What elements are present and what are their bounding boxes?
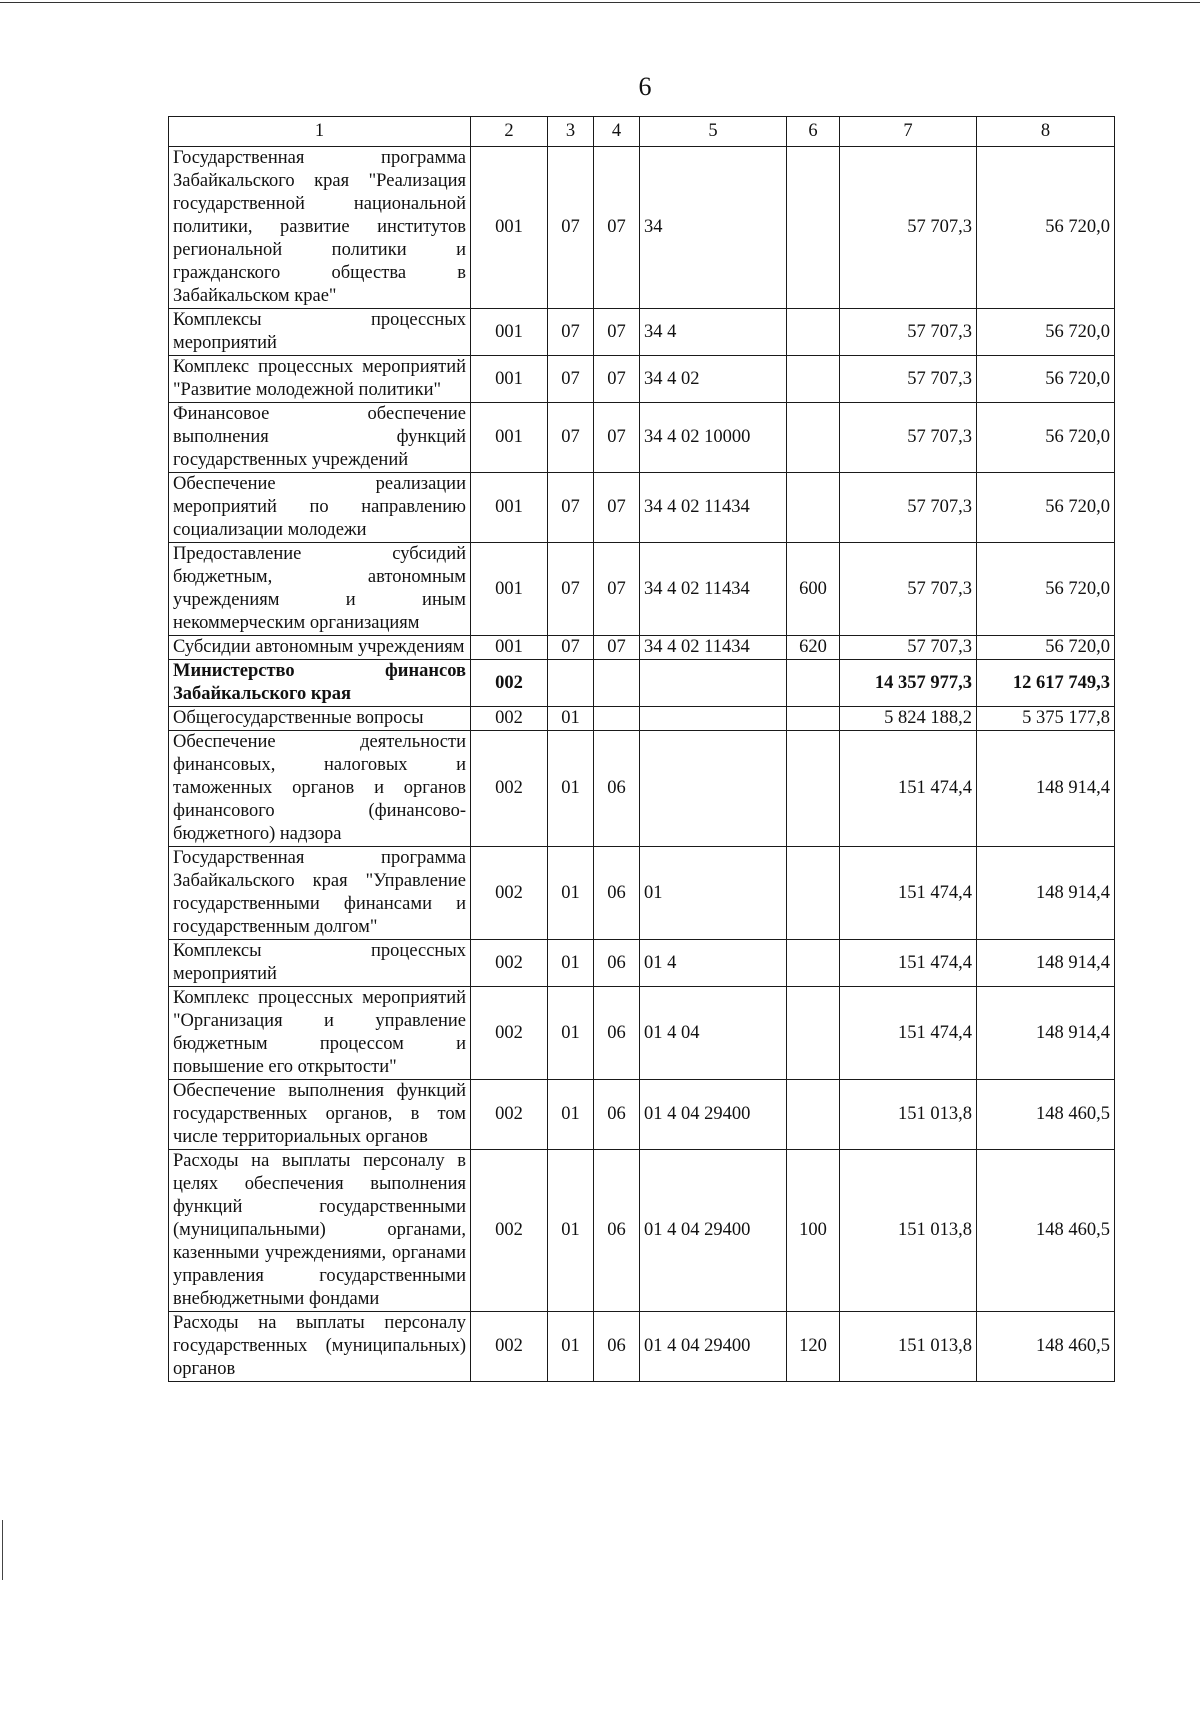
- ministry-code-cell: 001: [471, 403, 548, 473]
- table-row: [169, 707, 1115, 731]
- row-name-cell: Комплексы процессных мероприятий: [169, 940, 471, 987]
- amount-year1-cell: 151 013,8: [840, 1150, 977, 1312]
- target-article-cell: 34 4 02 11434: [640, 543, 787, 636]
- section-code-cell: 01: [548, 1312, 594, 1382]
- amount-year2-cell: 56 720,0: [977, 543, 1115, 636]
- ministry-code-cell: 002: [471, 1080, 548, 1150]
- scan-border-line: [0, 2, 1200, 3]
- column-header: 7: [840, 117, 977, 147]
- amount-year1-cell: 151 013,8: [840, 1312, 977, 1382]
- ministry-code-cell: 002: [471, 707, 548, 731]
- amount-year1-cell: 57 707,3: [840, 473, 977, 543]
- row-name-cell: Министерство финансов Забайкальского края: [169, 660, 471, 707]
- ministry-code-cell: 001: [471, 636, 548, 660]
- amount-year1-cell: 14 357 977,3: [840, 660, 977, 707]
- ministry-code-cell: 002: [471, 1150, 548, 1312]
- row-name-cell: Обеспечение реализации мероприятий по направлению социализации молодежи: [169, 473, 471, 543]
- amount-year1-cell: 5 824 188,2: [840, 707, 977, 731]
- ministry-code-cell: 002: [471, 987, 548, 1080]
- amount-year1-cell: 57 707,3: [840, 403, 977, 473]
- table-header-row: [169, 117, 1115, 147]
- subsection-code-cell: 06: [594, 1150, 640, 1312]
- subsection-code-cell: 07: [594, 356, 640, 403]
- expense-type-cell: 120: [787, 1312, 840, 1382]
- section-code-cell: 07: [548, 403, 594, 473]
- subsection-code-cell: 06: [594, 940, 640, 987]
- amount-year1-cell: 151 474,4: [840, 940, 977, 987]
- subsection-code-cell: 07: [594, 473, 640, 543]
- section-code-cell: 01: [548, 731, 594, 847]
- amount-year2-cell: 148 460,5: [977, 1150, 1115, 1312]
- expense-type-cell: [787, 660, 840, 707]
- subsection-code-cell: 07: [594, 147, 640, 309]
- section-code-cell: 07: [548, 309, 594, 356]
- amount-year2-cell: 12 617 749,3: [977, 660, 1115, 707]
- ministry-code-cell: 001: [471, 147, 548, 309]
- expense-type-cell: [787, 940, 840, 987]
- amount-year2-cell: 148 914,4: [977, 940, 1115, 987]
- table-row: [169, 147, 1115, 309]
- amount-year2-cell: 148 914,4: [977, 847, 1115, 940]
- target-article-cell: 34 4 02 11434: [640, 473, 787, 543]
- amount-year2-cell: 148 914,4: [977, 987, 1115, 1080]
- amount-year2-cell: 56 720,0: [977, 403, 1115, 473]
- amount-year2-cell: 148 460,5: [977, 1080, 1115, 1150]
- expense-type-cell: [787, 403, 840, 473]
- amount-year1-cell: 151 474,4: [840, 847, 977, 940]
- section-code-cell: 07: [548, 473, 594, 543]
- table-row: [169, 403, 1115, 473]
- target-article-cell: 34 4 02 11434: [640, 636, 787, 660]
- expense-type-cell: [787, 473, 840, 543]
- expense-type-cell: 600: [787, 543, 840, 636]
- amount-year2-cell: 56 720,0: [977, 356, 1115, 403]
- target-article-cell: [640, 707, 787, 731]
- target-article-cell: 01 4: [640, 940, 787, 987]
- section-code-cell: 07: [548, 636, 594, 660]
- table-row: [169, 1150, 1115, 1312]
- row-name-cell: Расходы на выплаты персоналу в целях обеспечения выполнения функций государственными (муниципальными) органами, казенными учреждениями, органами управления государственными внебюджетными фондами: [169, 1150, 471, 1312]
- ministry-code-cell: 002: [471, 847, 548, 940]
- column-header: 8: [977, 117, 1115, 147]
- amount-year2-cell: 56 720,0: [977, 636, 1115, 660]
- subsection-code-cell: 07: [594, 403, 640, 473]
- target-article-cell: [640, 731, 787, 847]
- row-name-cell: Государственная программа Забайкальского края "Управление государственными финансами и государственным долгом": [169, 847, 471, 940]
- amount-year2-cell: 5 375 177,8: [977, 707, 1115, 731]
- subsection-code-cell: 07: [594, 543, 640, 636]
- row-name-cell: Комплексы процессных мероприятий: [169, 309, 471, 356]
- ministry-code-cell: 002: [471, 660, 548, 707]
- expense-type-cell: [787, 309, 840, 356]
- amount-year2-cell: 148 460,5: [977, 1312, 1115, 1382]
- ministry-code-cell: 001: [471, 356, 548, 403]
- section-code-cell: 07: [548, 147, 594, 309]
- table-row: [169, 473, 1115, 543]
- amount-year1-cell: 57 707,3: [840, 309, 977, 356]
- table-row: [169, 660, 1115, 707]
- target-article-cell: 01 4 04: [640, 987, 787, 1080]
- section-code-cell: 01: [548, 847, 594, 940]
- amount-year1-cell: 57 707,3: [840, 636, 977, 660]
- row-name-cell: Обеспечение деятельности финансовых, налоговых и таможенных органов и органов финансового (финансово-бюджетного) надзора: [169, 731, 471, 847]
- row-name-cell: Комплекс процессных мероприятий "Развитие молодежной политики": [169, 356, 471, 403]
- amount-year2-cell: 148 914,4: [977, 731, 1115, 847]
- subsection-code-cell: [594, 707, 640, 731]
- expense-type-cell: 620: [787, 636, 840, 660]
- target-article-cell: 01: [640, 847, 787, 940]
- section-code-cell: 01: [548, 707, 594, 731]
- section-code-cell: 07: [548, 356, 594, 403]
- amount-year1-cell: 57 707,3: [840, 147, 977, 309]
- table-row: [169, 847, 1115, 940]
- subsection-code-cell: [594, 660, 640, 707]
- amount-year1-cell: 151 013,8: [840, 1080, 977, 1150]
- amount-year2-cell: 56 720,0: [977, 147, 1115, 309]
- expense-type-cell: [787, 707, 840, 731]
- row-name-cell: Обеспечение выполнения функций государственных органов, в том числе территориальных органов: [169, 1080, 471, 1150]
- row-name-cell: Комплекс процессных мероприятий "Организация и управление бюджетным процессом и повышение его открытости": [169, 987, 471, 1080]
- row-name-cell: Финансовое обеспечение выполнения функций государственных учреждений: [169, 403, 471, 473]
- amount-year1-cell: 57 707,3: [840, 356, 977, 403]
- ministry-code-cell: 001: [471, 309, 548, 356]
- section-code-cell: [548, 660, 594, 707]
- subsection-code-cell: 07: [594, 636, 640, 660]
- row-name-cell: Общегосударственные вопросы: [169, 707, 471, 731]
- amount-year1-cell: 57 707,3: [840, 543, 977, 636]
- table-body: [169, 147, 1115, 1382]
- section-code-cell: 01: [548, 940, 594, 987]
- target-article-cell: 01 4 04 29400: [640, 1080, 787, 1150]
- amount-year1-cell: 151 474,4: [840, 987, 977, 1080]
- target-article-cell: 34: [640, 147, 787, 309]
- expense-type-cell: [787, 1080, 840, 1150]
- table-row: [169, 636, 1115, 660]
- subsection-code-cell: 06: [594, 1080, 640, 1150]
- subsection-code-cell: 06: [594, 1312, 640, 1382]
- subsection-code-cell: 06: [594, 847, 640, 940]
- column-header: 5: [640, 117, 787, 147]
- ministry-code-cell: 001: [471, 543, 548, 636]
- expense-type-cell: [787, 987, 840, 1080]
- target-article-cell: [640, 660, 787, 707]
- amount-year2-cell: 56 720,0: [977, 473, 1115, 543]
- target-article-cell: 34 4 02: [640, 356, 787, 403]
- target-article-cell: 01 4 04 29400: [640, 1150, 787, 1312]
- section-code-cell: 01: [548, 1150, 594, 1312]
- column-header: 6: [787, 117, 840, 147]
- section-code-cell: 01: [548, 1080, 594, 1150]
- table-row: [169, 309, 1115, 356]
- table-row: [169, 356, 1115, 403]
- column-header: 2: [471, 117, 548, 147]
- target-article-cell: 34 4: [640, 309, 787, 356]
- table-row: [169, 1080, 1115, 1150]
- table-row: [169, 987, 1115, 1080]
- row-name-cell: Субсидии автономным учреждениям: [169, 636, 471, 660]
- subsection-code-cell: 06: [594, 987, 640, 1080]
- section-code-cell: 07: [548, 543, 594, 636]
- amount-year1-cell: 151 474,4: [840, 731, 977, 847]
- budget-table: [168, 116, 1115, 1382]
- subsection-code-cell: 07: [594, 309, 640, 356]
- table-row: [169, 731, 1115, 847]
- expense-type-cell: [787, 731, 840, 847]
- column-header: 1: [169, 117, 471, 147]
- column-header: 3: [548, 117, 594, 147]
- subsection-code-cell: 06: [594, 731, 640, 847]
- amount-year2-cell: 56 720,0: [977, 309, 1115, 356]
- table-row: [169, 940, 1115, 987]
- expense-type-cell: 100: [787, 1150, 840, 1312]
- section-code-cell: 01: [548, 987, 594, 1080]
- table-row: [169, 1312, 1115, 1382]
- row-name-cell: Предоставление субсидий бюджетным, автономным учреждениям и иным некоммерческим организациям: [169, 543, 471, 636]
- column-header: 4: [594, 117, 640, 147]
- expense-type-cell: [787, 847, 840, 940]
- page-number: 6: [638, 72, 652, 101]
- ministry-code-cell: 001: [471, 473, 548, 543]
- ministry-code-cell: 002: [471, 731, 548, 847]
- expense-type-cell: [787, 147, 840, 309]
- target-article-cell: 34 4 02 10000: [640, 403, 787, 473]
- table-row: [169, 543, 1115, 636]
- target-article-cell: 01 4 04 29400: [640, 1312, 787, 1382]
- row-name-cell: Государственная программа Забайкальского края "Реализация государственной национальной политики, развитие институтов региональной политики и гражданского общества в Забайкальском крае": [169, 147, 471, 309]
- scan-margin-line: [2, 1520, 3, 1580]
- ministry-code-cell: 002: [471, 1312, 548, 1382]
- row-name-cell: Расходы на выплаты персоналу государственных (муниципальных) органов: [169, 1312, 471, 1382]
- ministry-code-cell: 002: [471, 940, 548, 987]
- expense-type-cell: [787, 356, 840, 403]
